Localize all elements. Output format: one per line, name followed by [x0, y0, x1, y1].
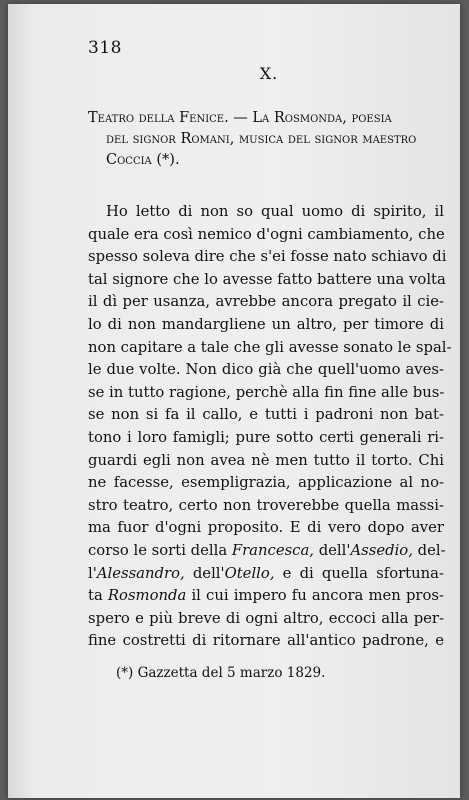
text-run: ta [88, 587, 108, 605]
text-run: dell' [184, 564, 225, 582]
text-line: lo di non mandargliene un altro, per timore di [88, 315, 444, 333]
italic-title: Alessandro, [96, 564, 185, 582]
text-run: l' [88, 564, 97, 582]
text-line: se non si fa il callo, e tutti i padroni non bat- [88, 406, 444, 424]
text-line: ma fuor d'ogni proposito. E di vero dopo aver [88, 519, 444, 537]
article-heading [88, 108, 443, 171]
text-run: e di quella sfortuna- [274, 564, 445, 582]
page-number: 318 [88, 38, 122, 58]
text-line: Ho letto di non so qual uomo di spirito, il [106, 203, 444, 220]
text-line: stro teatro, certo non troverebbe quella massi- [88, 496, 444, 514]
text-line: guardi egli non avea nè men tutto il torto. Chi [88, 451, 444, 469]
italic-title: Rosmonda [107, 587, 187, 605]
text-line: non capitare a tale che gli avesse sonato le spal- [88, 338, 452, 356]
heading-line: Coccia (*). [106, 152, 180, 168]
text-line: tal signore che lo avesse fatto battere una volta [88, 270, 446, 288]
text-run: corso le sorti della [88, 541, 232, 559]
text-line: le due volte. Non dico già che quell'uomo aves- [88, 361, 444, 379]
heading-line: Teatro della Fenice. — La Rosmonda, poesia [88, 110, 392, 126]
text-line: il dì per usanza, avrebbe ancora pregato il cie- [88, 293, 444, 311]
text-run: del- [412, 541, 446, 559]
text-line: spesso soleva dire che s'ei fosse nato schiavo di [88, 248, 447, 266]
text-line: tono i loro famigli; pure sotto certi generali ri- [88, 428, 444, 446]
text-run: dell' [314, 541, 351, 559]
text-line: fine costretti di ritornare all'antico padrone, e [88, 632, 444, 650]
italic-title: Otello, [224, 564, 275, 582]
book-page [8, 4, 460, 798]
text-line [88, 540, 444, 563]
footnote: (*) Gazzetta del 5 marzo 1829. [116, 665, 326, 681]
text-run: il cui impero fu ancora men pros- [186, 587, 444, 605]
body-paragraph [88, 201, 452, 653]
text-line [88, 585, 444, 608]
text-line: quale era così nemico d'ogni cambiamento, che [88, 225, 445, 243]
text-line: spero e più breve di ogni altro, eccoci alla per- [88, 609, 444, 627]
text-line: se in tutto ragione, perchè alla fin fine alle bus- [88, 383, 445, 401]
section-number: X. [259, 64, 279, 83]
text-line [88, 563, 444, 586]
italic-title: Assedio, [350, 541, 413, 559]
text-line: ne facesse, esempligrazia, applicazione al no- [88, 474, 444, 492]
heading-line: del signor Romani, musica del signor maestro [106, 131, 417, 147]
italic-title: Francesca, [231, 541, 314, 559]
